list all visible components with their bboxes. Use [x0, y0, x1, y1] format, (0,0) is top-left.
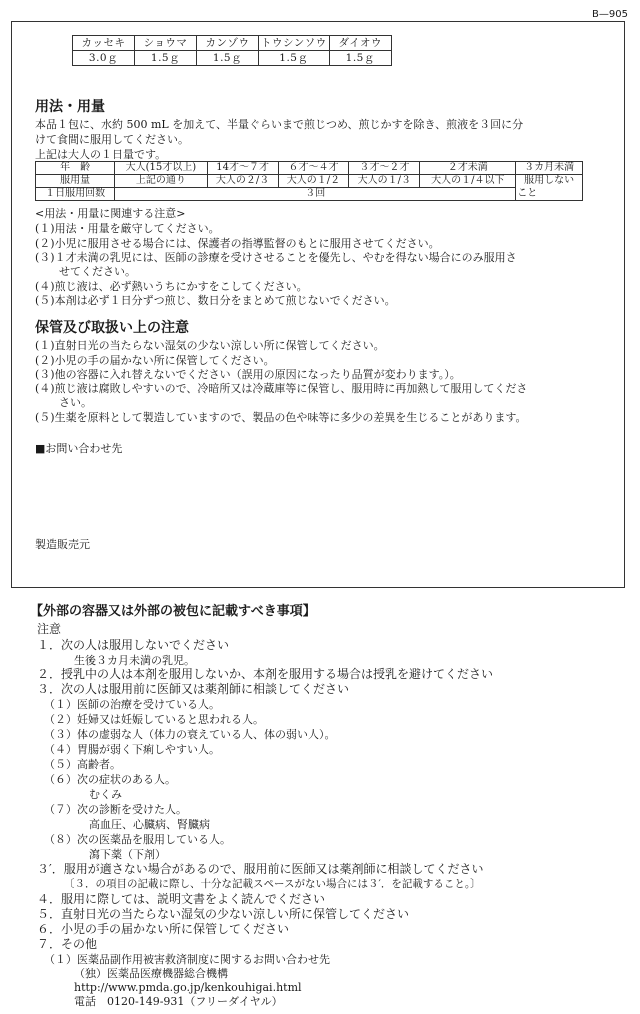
usage-precaution-item: (２)小児に服用させる場合には、保護者の指導監督のもとに服用させてください。 — [35, 237, 440, 250]
age-row — [36, 162, 583, 175]
herb-amount: 1.5ｇ — [197, 51, 259, 66]
dosage-table — [35, 161, 583, 201]
storage-item-cont: さい。 — [59, 396, 92, 409]
frequency-value: ３回 — [115, 188, 516, 201]
frequency-label: １日服用回数 — [36, 188, 115, 201]
caution-detail: 生後３カ月未満の乳児。 — [74, 654, 195, 667]
dose-cell: 大人の１/３ — [349, 175, 420, 188]
storage-item: (５)生薬を原料として製造していますので、製品の色や味等に多少の差異を生じることがあります。 — [35, 411, 527, 424]
contact-organization: （独）医薬品医療機器総合機構 — [74, 967, 228, 980]
herb-amount: 1.5ｇ — [329, 51, 391, 66]
caution-item: ７．その他 — [37, 937, 98, 951]
usage-precautions-title: <用法・用量に関連する注意> — [35, 207, 186, 220]
contact-phone: 電話 0120-149-931（フリーダイヤル） — [74, 995, 283, 1008]
caution-subitem: （４）胃腸が弱く下痢しやすい人。 — [44, 743, 220, 756]
age-cell: ２才未満 — [420, 162, 516, 175]
dose-cell: 服用量 — [36, 175, 115, 188]
dose-cell: 上記の通り — [115, 175, 207, 188]
storage-item: (１)直射日光の当たらない湿気の少ない涼しい所に保管してください。 — [35, 339, 385, 352]
caution-detail: 高血圧、心臓病、腎臓病 — [89, 818, 210, 831]
usage-text: 本品１包に、水約 500 mL を加えて、半量ぐらいまで煎じつめ、煎じかすを除き、煎液を３回に分 — [35, 118, 524, 131]
dose-cell-continued: こと — [516, 188, 583, 201]
caution-subitem: （８）次の医薬品を服用している人。 — [44, 833, 231, 846]
caution-item: ６．小児の手の届かない所に保管してください — [37, 922, 290, 936]
usage-precaution-item: (３)１才未満の乳児には、医師の診療を受けさせることを優先し、やむを得ない場合にのみ服用さ — [35, 251, 517, 264]
herb-name: カンゾウ — [197, 36, 259, 51]
frequency-row — [36, 188, 583, 201]
caution-item: ４．服用に際しては、説明文書をよく読んでください — [37, 892, 326, 906]
storage-item: (２)小児の手の届かない所に保管してください。 — [35, 354, 275, 367]
age-cell: 年 齢 — [36, 162, 115, 175]
age-cell: 14才〜７才 — [207, 162, 278, 175]
usage-precaution-item: (５)本剤は必ず１日分ずつ煎じ、数日分をまとめて煎じないでください。 — [35, 294, 396, 307]
usage-text: けて食間に服用してください。 — [35, 133, 189, 146]
dose-cell: 大人の２/３ — [207, 175, 278, 188]
herb-name: カッセキ — [73, 36, 135, 51]
herb-amount: 1.5ｇ — [135, 51, 197, 66]
storage-item: (３)他の容器に入れ替えないでください（誤用の原因になったり品質が変わります。）。 — [35, 368, 461, 381]
dose-cell: 服用しない — [516, 175, 583, 188]
caution-subitem: （７）次の診断を受けた人。 — [44, 803, 187, 816]
usage-precaution-item: (１)用法・用量を厳守してください。 — [35, 222, 220, 235]
contact-url: http://www.pmda.go.jp/kenkouhigai.html — [74, 981, 302, 994]
herb-name: ダイオウ — [329, 36, 391, 51]
caution-subitem: （１）医薬品副作用被害救済制度に関するお問い合わせ先 — [44, 953, 330, 966]
herb-name: トウシンソウ — [259, 36, 330, 51]
age-cell: ３才〜２才 — [349, 162, 420, 175]
herb-composition-table — [72, 35, 392, 66]
age-cell: ６才〜４才 — [278, 162, 349, 175]
storage-title: 保管及び取扱い上の注意 — [35, 320, 189, 336]
dose-cell: 大人の１/２ — [278, 175, 349, 188]
storage-item: (４)煎じ液は腐敗しやすいので、冷暗所又は冷蔵庫等に保管し、服用時に再加熱して服用してくださ — [35, 382, 528, 395]
caution-subitem: （２）妊婦又は妊娠していると思われる人。 — [44, 713, 264, 726]
age-cell: ３カ月未満 — [516, 162, 583, 175]
usage-title: 用法・用量 — [35, 99, 105, 115]
caution-item: ２．授乳中の人は本剤を服用しないか、本剤を服用する場合は授乳を避けてください — [37, 667, 494, 681]
caution-item: ５．直射日光の当たらない湿気の少ない涼しい所に保管してください — [37, 907, 410, 921]
caution-note: 〔３．の項目の記載に際し、十分な記載スペースがない場合には３′．を記載すること。〕 — [64, 878, 481, 890]
usage-precaution-item: (４)煎じ液は、必ず熱いうちにかすをこしてください。 — [35, 280, 308, 293]
caution-item: １．次の人は服用しないでください — [37, 638, 230, 652]
caution-subitem: （１）医師の治療を受けている人。 — [44, 698, 220, 711]
caution-subitem: （５）高齢者。 — [44, 758, 121, 771]
caution-subitem: （６）次の症状のある人。 — [44, 773, 176, 786]
age-cell: 大人(15才以上) — [115, 162, 207, 175]
usage-precaution-item-cont: せてください。 — [59, 265, 136, 278]
usage-note: 上記は大人の１日量です。 — [35, 148, 167, 161]
herb-amount-row — [73, 51, 392, 66]
external-section-title: 【外部の容器又は外部の被包に記載すべき事項】 — [30, 604, 316, 619]
caution-subitem: （３）体の虚弱な人（体力の衰えている人、体の弱い人）。 — [44, 728, 336, 741]
inquiry-label: ■お問い合わせ先 — [35, 442, 123, 455]
caution-item: ３′．服用が適さない場合があるので、服用前に医師又は薬剤師に相談してください — [37, 862, 484, 876]
herb-amount: 3.0ｇ — [73, 51, 135, 66]
herb-name-row — [73, 36, 392, 51]
caution-detail: むくみ — [89, 788, 122, 801]
manufacturer-label: 製造販売元 — [35, 538, 90, 551]
herb-amount: 1.5ｇ — [259, 51, 330, 66]
page-code: B—905 — [592, 9, 628, 20]
herb-name: ショウマ — [135, 36, 197, 51]
dose-row — [36, 175, 583, 188]
caution-detail: 瀉下薬（下剤） — [89, 848, 166, 861]
dose-cell: 大人の１/４以下 — [420, 175, 516, 188]
caution-heading: 注意 — [37, 622, 62, 636]
caution-item: ３．次の人は服用前に医師又は薬剤師に相談してください — [37, 682, 350, 696]
